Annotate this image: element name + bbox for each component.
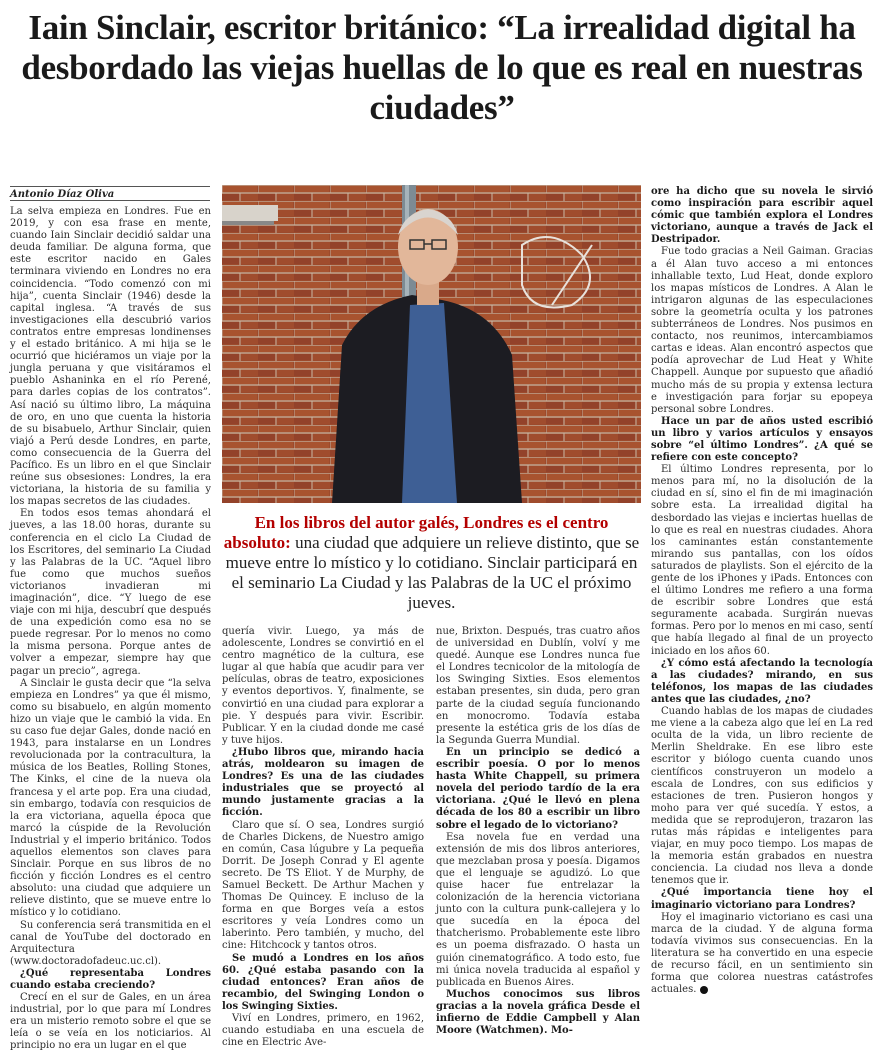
paragraph: La selva empieza en Londres. Fue en 2019, y con esa frase en mente, cuando Iain Sinclair decidió saldar una deuda familiar. De alguna forma, que este escritor nacido en Gales terminara viviendo en Londres no era coincidencia. “Todo comenzó con mi hija”, cuenta Sinclair (1946) desde la capital inglesa. “A través de sus investigaciones ella descubrió varios contratos entre empresas londinenses y el estado británico. A mi hija se le ocurrió que hiciéramos un viaje por la jungla peruana y que visitáramos el pueblo Ashaninka en el río Perené, para darles copias de los contratos”. Así nació su último libro, La máquina de oro, en uno que cuenta la historia de su bisabuelo, Arthur Sinclair, quien viajó a Perú desde Londres, en parte, como consecuencia de la Guerra del Pacífico. Es un libro en el que Sinclair reúne sus obsesiones: Londres, la era victoriana, la historia de su familia y los mapas secretos de las ciudades.	[10, 206, 211, 508]
photo-caption	[222, 513, 641, 613]
photo-iain-sinclair	[222, 185, 641, 503]
paragraph: nue, Brixton. Después, tras cuatro años de universidad en Dublín, volví y me quedé. Aunque ese Londres nunca fue el Londres tecnicolor de la mitología de los Swinging Sixties. Esos elementos estaban presentes, sin duda, pero gran parte de la ciudad seguía funcionando en monocromo. Todavía estaba presente la estética gris de los días de la Segunda Guerra Mundial.	[436, 626, 640, 746]
paragraph: Esa novela fue en verdad una extensión de mis dos libros anteriores, que mezclaban prosa y poesía. Digamos que el lenguaje se agudizó. Lo que quise hacer fue entrelazar la colonización de la herencia victoriana junto con la cultura punk-callejera y lo que sucedía en la época del thatcherismo. Probablemente este libro es un poema disfrazado. O hasta un guión cinematográfico. A todo esto, fue mi única novela traducida al español y publicada en Buenos Aires.	[436, 831, 640, 988]
byline-rule	[10, 200, 210, 201]
column-1	[10, 206, 211, 1053]
paragraph: El último Londres representa, por lo menos para mí, no la disolución de la ciudad en sí, sino el fin de mi imaginación sobre esta. La irrealidad digital ha desbordado las viejas e inciertas huellas de lo que es real en nuestras ciudades. Ahora los caminantes están constantemente mirando sus pantallas, con los oídos saturados de playlists. Son el ejército de la gente de los iPhones y iPads. Entonces con el último Londres me refiero a una forma de escribir sobre Londres que está seguramente acabada. Surgirán nuevas formas. Pero por lo menos en mi caso, sentí que había llegado al final de un proyecto iniciado en los años 60.	[651, 464, 873, 657]
paragraph: Viví en Londres, primero, en 1962, cuando estudiaba en una escuela de cine en Electric Ave-	[222, 1013, 424, 1049]
interview-question: ¿Qué representaba Londres cuando estaba creciendo?	[10, 967, 211, 991]
paragraph: quería vivir. Luego, ya más de adolescente, Londres se convirtió en el centro magnético de la cultura, ese lugar al que había que acudir para ver películas, obras de teatro, exposiciones y eventos deportivos. Y, finalmente, se convirtió en una ciudad para explorar a pie. Y después para vivir. Escribir. Publicar. Y en la ciudad donde me casé y tuve hijos.	[222, 626, 424, 746]
interview-question: ore ha dicho que su novela le sirvió como inspiración para escribir aquel cómic que también explora el Londres victoriano, aunque a través de Jack el Destripador.	[651, 186, 873, 246]
column-2	[222, 626, 424, 1049]
interview-question: ¿Hubo libros que, mirando hacia atrás, moldearon su imagen de Londres? Es una de las ciudades industriales que se proyectó al mundo justamente gracias a la ficción.	[222, 746, 424, 819]
paragraph: Crecí en el sur de Gales, en un área industrial, por lo que para mí Londres era un misterio remoto sobre el que se leía o se veía en los noticiarios. Al principio no era un lugar en el que	[10, 992, 211, 1052]
interview-question: Se mudó a Londres en los años 60. ¿Qué estaba pasando con la ciudad entonces? Eran años de recambio, del Swinging London o los Swinging Sixties.	[222, 952, 424, 1012]
paragraph: Claro que sí. O sea, Londres surgió de Charles Dickens, de Nuestro amigo en común, Casa lúgubre y La pequeña Dorrit. De Joseph Conrad y El agente secreto. De TS Eliot. Y de Murphy, de Samuel Beckett. De Arthur Machen y Thomas De Quincey. E incluso de la forma en que Borges veía a estos escritores y veía Londres como un laberinto. Pero también, y mucho, del cine: Hitchcock y tantos otros.	[222, 819, 424, 952]
byline: Antonio Díaz Oliva	[10, 186, 210, 200]
caption-text: una ciudad que adquiere un relieve distinto, que se mueve entre lo místico y lo cotidiano. Sinclair participará en el seminario La Ciudad y las Palabras de la UC el próximo jueves.	[225, 533, 640, 612]
caption-lead: En los libros del autor galés, Londres es el centro absoluto:	[223, 513, 609, 552]
paragraph	[651, 912, 873, 997]
paragraph: A Sinclair le gusta decir que “la selva empieza en Londres” ya que él mismo, como su bisabuelo, en algún momento hizo un viaje que le cambió la vida. En su caso fue dejar Gales, donde nació en 1943, para instalarse en un Londres revolucionada por la contracultura, la música de los Beatles, Rolling Stones, The Kinks, el cine de la nueva ola francesa y el arte pop. Era una ciudad, sin embargo, todavía con resquicios de la era victoriana, aquella época que marcó la cúspide de la Revolución Industrial y el imperio británico. Todos aquellos elementos son claves para Sinclair. Porque en sus libros de no ficción y ficción Londres es el centro absoluto: una ciudad que adquiere un relieve distinto, que se mueve entre lo místico y lo cotidiano.	[10, 677, 211, 919]
paragraph: Cuando hablas de los mapas de ciudades me viene a la cabeza algo que leí en La red oculta de la vida, un libro reciente de Merlin Sheldrake. En ese libro este escritor y biólogo cuenta cuando unos científicos construyeron un modelo a escala de Londres, con sus edificios y estaciones de tren. Pusieron hongos y moho para ver qué sucedía. Y estos, a medida que se reprodujeron, trazaron las rutas más rápidas e inteligentes para viajar, en muy poco tiempo. Los mapas de la memoria están grabados en nuestra conciencia. La ciudad nos lleva a donde tenemos que ir.	[651, 706, 873, 887]
interview-question: En un principio se dedicó a escribir poesía. O por lo menos hasta White Chappell, su primera novela del periodo tardío de la era victoriana. ¿Qué le llevó en plena década de los 80 a escribir un libro sobre el legado de lo victoriano?	[436, 746, 640, 831]
paragraph: Fue todo gracias a Neil Gaiman. Gracias a él Alan tuvo acceso a mi entonces inhallable texto, Lud Heat, donde exploro los mapas místicos de Londres. A Alan le intrigaron algunas de las especulaciones sobre la geometría oculta y los patrones subterráneos de Londres. Nos pusimos en contacto, nos reunimos, intercambiamos cartas e ideas. Alan encontró aspectos que podía aprovechar de Lud Heat y White Chappell. Aunque por supuesto que añadió mucho más de su propia y extensa lectura e investigación para forjar su epopeya personal sobre Londres.	[651, 246, 873, 415]
column-4	[651, 186, 873, 996]
end-of-article-mark	[700, 986, 708, 994]
paragraph: En todos esos temas ahondará el jueves, a las 18.00 horas, durante su conferencia en el ciclo La Ciudad de los Escritores, del seminario La Ciudad y las Palabras de la UC. “Aquel libro fue como que muchos sueños victorianos invadieran mi imaginación”, dice. “Y luego de ese viaje con mi hija, descubrí que después de una expedición como esa no se puede regresar. Por lo menos no como la misma persona. Porque antes de volver a empezar, siempre hay que pagar un precio”, agrega.	[10, 508, 211, 677]
interview-question: Muchos conocimos sus libros gracias a la novela gráfica Desde el infierno de Eddie Campbell y Alan Moore (Watchmen). Mo-	[436, 988, 640, 1037]
paragraph: Su conferencia será transmitida en el canal de YouTube del doctorado en Arquitectura (www.doctoradofadeuc.uc.cl).	[10, 919, 211, 967]
interview-question: ¿Qué importancia tiene hoy el imaginario victoriano para Londres?	[651, 887, 873, 911]
column-3	[436, 626, 640, 1037]
headline: Iain Sinclair, escritor británico: “La irrealidad digital ha desbordado las viejas huellas de lo que es real en nuestras ciudades”	[21, 8, 863, 127]
final-paragraph-text: Hoy el imaginario victoriano es casi una marca de la ciudad. Y de alguna forma todavía vivimos sus consecuencias. En la literatura se ha convertido en una especie de recurso fácil, en un sentimiento sin forma que colorea nuestras catástrofes actuales.	[651, 911, 873, 996]
interview-question: ¿Y cómo está afectando la tecnología a las ciudades? mirando, en sus teléfonos, los mapas de las ciudades antes que las ciudades, ¿no?	[651, 657, 873, 705]
interview-question: Hace un par de años usted escribió un libro y varios artículos y ensayos sobre “el último Londres”. ¿A qué se refiere con este concepto?	[651, 415, 873, 464]
